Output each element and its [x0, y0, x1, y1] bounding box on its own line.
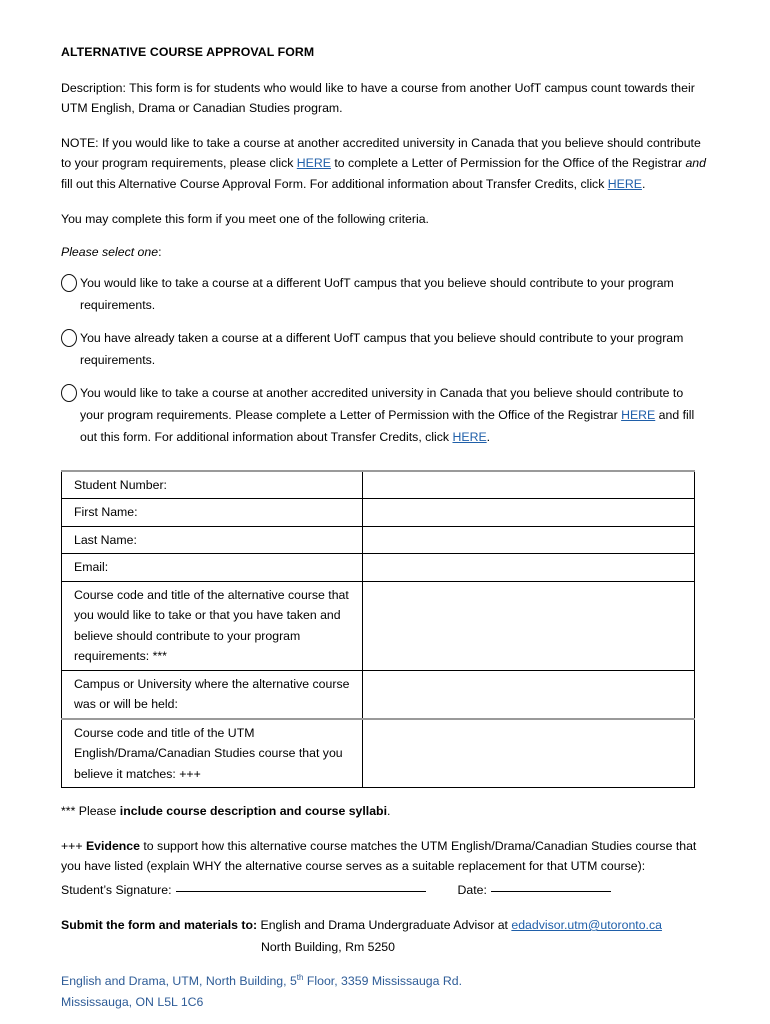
signature-block	[61, 880, 709, 957]
here-link-option3-letter-of-permission[interactable]: HERE	[621, 407, 656, 422]
here-link-letter-of-permission[interactable]: HERE	[296, 156, 331, 171]
table-field-first-name[interactable]	[363, 499, 695, 527]
table-field-student-number[interactable]	[363, 471, 695, 499]
table-field-last-name[interactable]	[363, 526, 695, 554]
table-label-alternative-course: Course code and title of the alternative course that you would like to take or that you have taken and believe should contribute to your program requirements: ***	[62, 581, 363, 670]
footnote-plus-suffix: to support how this alternative course matches the UTM English/Drama/Canadian Studies course that you have listed (explain WHY the alternative course serves as a suitable replacement for that UTM course):	[61, 838, 697, 874]
signature-line-row	[61, 880, 709, 900]
table-row	[62, 581, 695, 670]
here-link-option3-transfer-credits[interactable]: HERE	[452, 429, 487, 444]
footer-line1-b: Floor, 3359 Mississauga Rd.	[303, 974, 463, 988]
option-label-1: You would like to take a course at a different UofT campus that you believe should contribute to your program requirements.	[80, 275, 674, 312]
footnote-asterisk	[61, 801, 709, 822]
student-signature-input-line[interactable]	[176, 891, 426, 892]
table-label-campus-university: Campus or University where the alternative course was or will be held:	[62, 670, 363, 719]
footnote-asterisk-suffix: .	[387, 804, 391, 819]
table-row	[62, 719, 695, 788]
advisor-email-link[interactable]: edadvisor.utm@utoronto.ca	[511, 918, 662, 932]
radio-button-icon[interactable]	[61, 274, 77, 292]
table-label-last-name: Last Name:	[62, 526, 363, 554]
here-link-transfer-credits[interactable]: HERE	[607, 176, 642, 191]
radio-button-icon[interactable]	[61, 329, 77, 347]
description-paragraph	[61, 78, 709, 119]
footnote-asterisk-prefix: *** Please	[61, 804, 120, 819]
note-paragraph	[61, 133, 709, 195]
option-another-accredited-university[interactable]	[61, 382, 709, 448]
footnote-plus	[61, 836, 709, 877]
footer-line-2: Mississauga, ON L5L 1C6	[61, 995, 204, 1009]
table-field-campus-university[interactable]	[363, 670, 695, 719]
table-row	[62, 526, 695, 554]
table-label-first-name: First Name:	[62, 499, 363, 527]
submit-instructions	[61, 915, 709, 935]
footer-address	[61, 971, 462, 1013]
document-content	[61, 44, 709, 877]
table-field-email[interactable]	[363, 554, 695, 582]
option3-segment-1: You would like to take a course at another accredited university in Canada that you believe should contribute to your program requirements. Please complete a Letter of Permission with the Office of the Registrar	[80, 385, 684, 422]
footer-ordinal-suffix: th	[296, 972, 304, 982]
table-label-email: Email:	[62, 554, 363, 582]
submit-label: Submit the form and materials to:	[61, 918, 258, 932]
page-title: ALTERNATIVE COURSE APPROVAL FORM	[61, 45, 315, 59]
table-row	[62, 670, 695, 719]
option-already-taken-different-uoft-campus[interactable]	[61, 327, 709, 371]
student-info-table	[61, 470, 695, 789]
footnote-asterisk-bold: include course description and course syllabi	[119, 804, 387, 819]
date-input-line[interactable]	[491, 891, 611, 892]
table-row	[62, 554, 695, 582]
footnote-plus-prefix: +++	[61, 838, 86, 853]
note-italic-and: and	[685, 156, 706, 171]
footer-line1-a: English and Drama, UTM, North Building, 5	[61, 974, 297, 988]
table-field-utm-course[interactable]	[363, 719, 695, 788]
description-text: Description: This form is for students who would like to have a course from another UofT campus count towards their UTM English, Drama or Canadian Studies program.	[61, 80, 695, 116]
select-one-instruction	[61, 242, 709, 263]
submit-text: English and Drama Undergraduate Advisor at	[257, 918, 512, 932]
table-field-alternative-course[interactable]	[363, 581, 695, 670]
submit-room: North Building, Rm 5250	[261, 940, 395, 954]
radio-button-icon[interactable]	[61, 384, 77, 402]
student-signature-label: Student’s Signature:	[61, 883, 172, 897]
table-row	[62, 471, 695, 499]
note-segment-2: to complete a Letter of Permission for the Office of the Registrar	[330, 156, 686, 171]
option-label-3	[78, 382, 709, 448]
option3-segment-3: .	[486, 429, 491, 444]
select-one-italic: Please select one	[61, 245, 159, 260]
criteria-intro-paragraph: You may complete this form if you meet one of the following criteria.	[61, 211, 429, 226]
table-row	[62, 499, 695, 527]
date-label: Date:	[457, 883, 487, 897]
option-take-different-uoft-campus[interactable]	[61, 272, 709, 316]
footer-line-1	[61, 971, 462, 992]
table-label-utm-course: Course code and title of the UTM English/Drama/Canadian Studies course that you believe it matches: +++	[62, 719, 363, 788]
option3-segment-2: and fill out this form. For additional information about Transfer Credits, click	[80, 407, 695, 444]
option-label-2: You have already taken a course at a different UofT campus that you believe should contribute to your program requirements.	[80, 330, 684, 367]
footnote-plus-bold: Evidence	[85, 838, 140, 853]
note-segment-1: NOTE: If you would like to take a course at another accredited university in Canada that you believe should contribute to your program requirements, please click	[61, 135, 701, 171]
note-segment-4: .	[641, 176, 646, 191]
note-segment-3: fill out this Alternative Course Approval Form. For additional information about Transfer Credits, click	[61, 176, 608, 191]
select-one-colon: :	[158, 245, 162, 260]
table-label-student-number: Student Number:	[62, 471, 363, 499]
